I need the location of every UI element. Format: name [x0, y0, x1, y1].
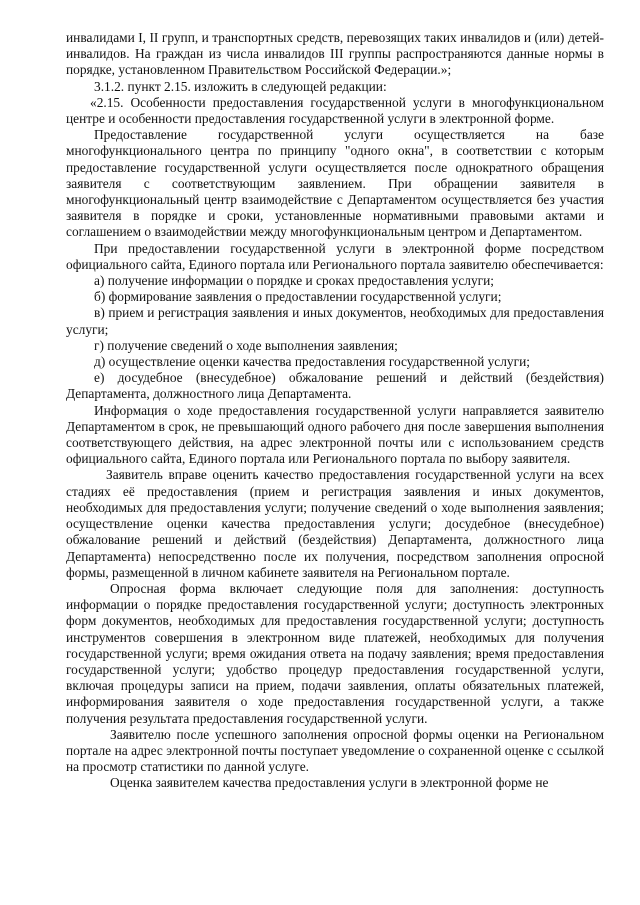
paragraph: инвалидами I, II групп, и транспортных средств, перевозящих таких инвалидов и (или) детей-инвалидов. На граждан из числа инвалидов III группы распространяются данные нормы в порядке, установленном Правительством Российской Федерации.»;	[66, 30, 604, 78]
paragraph: Заявителю после успешного заполнения опросной формы оценки на Региональном портале на адрес электронной почты поступает уведомление о сохраненной оценке с ссылкой на просмотр статистики по данной услуге.	[66, 726, 604, 775]
document-page	[66, 30, 604, 792]
list-item: в) прием и регистрация заявления и иных документов, необходимых для предоставления услуги;	[66, 305, 604, 337]
paragraph: Предоставление государственной услуги осуществляется на базе многофункционального центра по принципу "одного окна", в соответствии с которым предоставление государственной услуги осуществляется после однократного обращения заявителя с соответствующим заявлением. При обращении заявителя в многофункциональный центр взаимодействие с Департаментом осуществляется без участия заявителя в порядке и сроки, установленные нормативными правовыми актами и соглашением о взаимодействии между многофункциональным центром и Департаментом.	[66, 127, 604, 240]
list-item: д) осуществление оценки качества предоставления государственной услуги;	[94, 354, 530, 370]
paragraph: «2.15. Особенности предоставления государственной услуги в многофункциональном центре и особенности предоставления государственной услуги в электронной форме.	[66, 94, 604, 127]
list-item: г) получение сведений о ходе выполнения заявления;	[94, 337, 398, 353]
list-item: б) формирование заявления о предоставлении государственной услуги;	[94, 289, 502, 305]
paragraph: Информация о ходе предоставления государственной услуги направляется заявителю Департаментом в срок, не превышающий одного рабочего дня после завершения выполнения соответствующего действия, на адрес электронной почты или с использованием средств официального сайта, Единого портала или Регионального портала по выбору заявителя.	[66, 402, 604, 467]
paragraph: Оценка заявителем качества предоставления услуги в электронной форме не	[110, 775, 549, 791]
paragraph: Опросная форма включает следующие поля для заполнения: доступность информации о порядке предоставления государственной услуги; доступность электронных форм документов, необходимых для предоставления государственной услуги; доступность инструментов совершения в электронном виде платежей, необходимых для получения государственной услуги; время ожидания ответа на подачу заявления; время предоставления государственной услуги; удобство процедур предоставления государственной услуги, включая процедуры записи на прием, подачи заявления, оплаты обязательных платежей, информирования заявителя о ходе предоставления государственной услуги, а также получения результата предоставления государственной услуги.	[66, 580, 604, 726]
list-item: а) получение информации о порядке и сроках предоставления услуги;	[94, 273, 495, 289]
list-item: е) досудебное (внесудебное) обжалование решений и действий (бездействия) Департамента, должностного лица Департамента.	[66, 370, 604, 402]
paragraph: Заявитель вправе оценить качество предоставления государственной услуги на всех стадиях её предоставления (прием и регистрация заявления и иных документов, необходимых для предоставления услуги; получение сведений о ходе выполнения заявления; осуществление оценки качества предоставления услуги; досудебное (внесудебное) обжалование решений и действий (бездействия) Департамента, должностного лица Департамента) непосредственно после их получения, посредством заполнения опросной формы, размещенной в личном кабинете заявителя на Региональном портале.	[66, 467, 604, 580]
paragraph: 3.1.2. пункт 2.15. изложить в следующей редакции:	[94, 78, 387, 94]
paragraph: При предоставлении государственной услуги в электронной форме посредством официального сайта, Единого портала или Регионального портала заявителю обеспечивается:	[66, 240, 604, 272]
